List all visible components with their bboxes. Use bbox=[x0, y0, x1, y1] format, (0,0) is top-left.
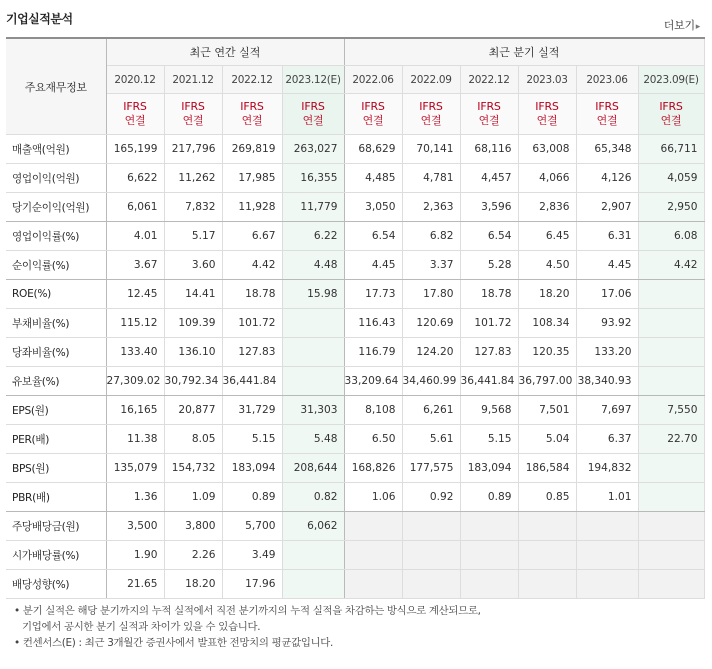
annual-value-cell: 12.45 bbox=[106, 280, 164, 309]
annual-value-cell bbox=[282, 309, 344, 338]
quarter-value-cell: 9,568 bbox=[460, 396, 518, 425]
quarter-value-cell bbox=[576, 512, 638, 541]
table-row bbox=[6, 396, 704, 425]
ifrs-label: IFRS bbox=[535, 100, 559, 113]
annual-value-cell: 101.72 bbox=[222, 309, 282, 338]
table-row bbox=[6, 251, 704, 280]
annual-period-header: 2023.12(E) bbox=[282, 66, 344, 94]
quarter-value-cell: 17.80 bbox=[402, 280, 460, 309]
quarter-value-cell: 1.06 bbox=[344, 483, 402, 512]
quarter-value-cell: 120.69 bbox=[402, 309, 460, 338]
annual-value-cell: 4.48 bbox=[282, 251, 344, 280]
ifrs-label: IFRS bbox=[181, 100, 205, 113]
quarter-value-cell: 3,050 bbox=[344, 193, 402, 222]
table-row bbox=[6, 425, 704, 454]
annual-value-cell: 16,165 bbox=[106, 396, 164, 425]
row-label: 배당성향(%) bbox=[6, 570, 106, 599]
quarter-value-cell: 18.78 bbox=[460, 280, 518, 309]
annual-value-cell: 3.67 bbox=[106, 251, 164, 280]
quarter-value-cell: 38,340.93 bbox=[576, 367, 638, 396]
table-row bbox=[6, 541, 704, 570]
quarter-group-header: 최근 분기 실적 bbox=[344, 38, 704, 66]
quarter-value-cell: 4,485 bbox=[344, 164, 402, 193]
quarter-value-cell: 17.06 bbox=[576, 280, 638, 309]
quarter-value-cell bbox=[402, 570, 460, 599]
table-row bbox=[6, 512, 704, 541]
row-label: BPS(원) bbox=[6, 454, 106, 483]
quarter-value-cell bbox=[402, 512, 460, 541]
quarter-value-cell: 127.83 bbox=[460, 338, 518, 367]
annual-value-cell: 5.17 bbox=[164, 222, 222, 251]
annual-value-cell: 14.41 bbox=[164, 280, 222, 309]
quarter-value-cell: 33,209.64 bbox=[344, 367, 402, 396]
quarter-value-cell: 168,826 bbox=[344, 454, 402, 483]
consolidated-label: 연결 bbox=[302, 114, 324, 127]
row-label: PBR(배) bbox=[6, 483, 106, 512]
annual-value-cell: 11.38 bbox=[106, 425, 164, 454]
annual-value-cell: 8.05 bbox=[164, 425, 222, 454]
table-row bbox=[6, 309, 704, 338]
annual-value-cell: 165,199 bbox=[106, 135, 164, 164]
annual-value-cell: 0.89 bbox=[222, 483, 282, 512]
quarter-value-cell bbox=[344, 570, 402, 599]
ifrs-label: IFRS bbox=[595, 100, 619, 113]
row-label: 영업이익(억원) bbox=[6, 164, 106, 193]
quarter-value-cell bbox=[638, 309, 704, 338]
ifrs-label: IFRS bbox=[123, 100, 147, 113]
row-label: 당좌비율(%) bbox=[6, 338, 106, 367]
quarter-value-cell: 6.31 bbox=[576, 222, 638, 251]
quarter-value-cell: 63,008 bbox=[518, 135, 576, 164]
row-label: 순이익률(%) bbox=[6, 251, 106, 280]
chevron-right-icon: ▸ bbox=[695, 22, 700, 32]
quarter-value-cell: 70,141 bbox=[402, 135, 460, 164]
quarter-value-cell: 8,108 bbox=[344, 396, 402, 425]
annual-value-cell: 263,027 bbox=[282, 135, 344, 164]
quarter-value-cell: 4.42 bbox=[638, 251, 704, 280]
annual-value-cell: 16,355 bbox=[282, 164, 344, 193]
quarter-value-cell: 3,596 bbox=[460, 193, 518, 222]
ifrs-label: IFRS bbox=[240, 100, 264, 113]
quarter-value-cell: 4.50 bbox=[518, 251, 576, 280]
quarter-value-cell bbox=[460, 512, 518, 541]
annual-value-cell: 183,094 bbox=[222, 454, 282, 483]
quarter-value-cell: 6.08 bbox=[638, 222, 704, 251]
annual-value-cell: 2.26 bbox=[164, 541, 222, 570]
footnotes bbox=[14, 603, 481, 651]
footnote-1-cont: 기업에서 공시한 분기 실적과 차이가 있을 수 있습니다. bbox=[22, 621, 261, 633]
quarter-period-header: 2023.09(E) bbox=[638, 66, 704, 94]
quarter-value-cell bbox=[402, 541, 460, 570]
quarter-value-cell: 2,950 bbox=[638, 193, 704, 222]
quarter-value-cell bbox=[638, 483, 704, 512]
consolidated-label: 연결 bbox=[182, 114, 204, 127]
quarter-period-header: 2022.12 bbox=[460, 66, 518, 94]
annual-value-cell: 11,262 bbox=[164, 164, 222, 193]
quarter-value-cell: 5.15 bbox=[460, 425, 518, 454]
annual-value-cell: 208,644 bbox=[282, 454, 344, 483]
quarter-value-cell: 124.20 bbox=[402, 338, 460, 367]
annual-value-cell: 5,700 bbox=[222, 512, 282, 541]
ifrs-badge bbox=[460, 94, 518, 135]
quarter-value-cell: 18.20 bbox=[518, 280, 576, 309]
annual-value-cell: 6,622 bbox=[106, 164, 164, 193]
quarter-value-cell: 116.79 bbox=[344, 338, 402, 367]
table-row bbox=[6, 367, 704, 396]
ifrs-badge bbox=[164, 94, 222, 135]
period-header-row bbox=[6, 66, 704, 94]
quarter-value-cell: 7,501 bbox=[518, 396, 576, 425]
annual-value-cell: 0.82 bbox=[282, 483, 344, 512]
quarter-value-cell: 22.70 bbox=[638, 425, 704, 454]
column-header-corner: 주요재무정보 bbox=[6, 38, 106, 135]
quarter-value-cell: 133.20 bbox=[576, 338, 638, 367]
ifrs-badge bbox=[344, 94, 402, 135]
row-label: EPS(원) bbox=[6, 396, 106, 425]
quarter-value-cell: 6,261 bbox=[402, 396, 460, 425]
consolidated-label: 연결 bbox=[362, 114, 384, 127]
row-label: 영업이익률(%) bbox=[6, 222, 106, 251]
quarter-value-cell: 36,797.00 bbox=[518, 367, 576, 396]
annual-value-cell: 21.65 bbox=[106, 570, 164, 599]
quarter-value-cell: 68,116 bbox=[460, 135, 518, 164]
annual-value-cell: 18.78 bbox=[222, 280, 282, 309]
annual-value-cell: 18.20 bbox=[164, 570, 222, 599]
annual-value-cell: 27,309.02 bbox=[106, 367, 164, 396]
annual-value-cell: 4.01 bbox=[106, 222, 164, 251]
annual-value-cell: 11,779 bbox=[282, 193, 344, 222]
annual-value-cell: 154,732 bbox=[164, 454, 222, 483]
annual-period-header: 2022.12 bbox=[222, 66, 282, 94]
quarter-value-cell bbox=[518, 541, 576, 570]
quarter-value-cell bbox=[638, 367, 704, 396]
annual-value-cell: 136.10 bbox=[164, 338, 222, 367]
quarter-value-cell: 6.82 bbox=[402, 222, 460, 251]
annual-value-cell: 4.42 bbox=[222, 251, 282, 280]
annual-group-header: 최근 연간 실적 bbox=[106, 38, 344, 66]
ifrs-badge bbox=[518, 94, 576, 135]
quarter-value-cell: 6.50 bbox=[344, 425, 402, 454]
annual-value-cell: 6,062 bbox=[282, 512, 344, 541]
annual-value-cell: 269,819 bbox=[222, 135, 282, 164]
ifrs-label: IFRS bbox=[477, 100, 501, 113]
quarter-value-cell: 4,059 bbox=[638, 164, 704, 193]
table-row bbox=[6, 164, 704, 193]
annual-value-cell: 1.36 bbox=[106, 483, 164, 512]
quarter-period-header: 2023.06 bbox=[576, 66, 638, 94]
annual-value-cell: 11,928 bbox=[222, 193, 282, 222]
annual-value-cell: 3,800 bbox=[164, 512, 222, 541]
ifrs-badge bbox=[402, 94, 460, 135]
quarter-value-cell: 7,697 bbox=[576, 396, 638, 425]
quarter-value-cell: 6.54 bbox=[344, 222, 402, 251]
quarter-value-cell: 4,126 bbox=[576, 164, 638, 193]
quarter-value-cell: 0.89 bbox=[460, 483, 518, 512]
quarter-value-cell: 120.35 bbox=[518, 338, 576, 367]
quarter-value-cell: 17.73 bbox=[344, 280, 402, 309]
quarter-value-cell: 6.37 bbox=[576, 425, 638, 454]
ifrs-label: IFRS bbox=[419, 100, 443, 113]
consolidated-label: 연결 bbox=[478, 114, 500, 127]
quarter-value-cell bbox=[638, 570, 704, 599]
quarter-value-cell: 65,348 bbox=[576, 135, 638, 164]
quarter-value-cell: 183,094 bbox=[460, 454, 518, 483]
annual-value-cell bbox=[282, 541, 344, 570]
row-label: 주당배당금(원) bbox=[6, 512, 106, 541]
row-label: ROE(%) bbox=[6, 280, 106, 309]
quarter-value-cell bbox=[344, 541, 402, 570]
annual-value-cell: 135,079 bbox=[106, 454, 164, 483]
annual-value-cell: 5.48 bbox=[282, 425, 344, 454]
quarter-value-cell: 194,832 bbox=[576, 454, 638, 483]
row-label: 부채비율(%) bbox=[6, 309, 106, 338]
annual-value-cell: 17.96 bbox=[222, 570, 282, 599]
annual-value-cell: 3.60 bbox=[164, 251, 222, 280]
consolidated-label: 연결 bbox=[536, 114, 558, 127]
quarter-value-cell: 93.92 bbox=[576, 309, 638, 338]
annual-value-cell: 127.83 bbox=[222, 338, 282, 367]
annual-value-cell: 36,441.84 bbox=[222, 367, 282, 396]
more-label: 더보기 bbox=[663, 19, 695, 32]
financial-table-body bbox=[6, 135, 704, 599]
footnote-2: • 컨센서스(E) : 최근 3개월간 증권사에서 발표한 전망치의 평균값입니다. bbox=[14, 637, 334, 649]
table-row bbox=[6, 280, 704, 309]
financial-table bbox=[6, 37, 705, 599]
quarter-value-cell bbox=[460, 570, 518, 599]
annual-value-cell: 1.09 bbox=[164, 483, 222, 512]
ifrs-badge bbox=[576, 94, 638, 135]
quarter-value-cell: 34,460.99 bbox=[402, 367, 460, 396]
consolidated-label: 연결 bbox=[660, 114, 682, 127]
annual-value-cell: 17,985 bbox=[222, 164, 282, 193]
annual-value-cell bbox=[282, 367, 344, 396]
annual-value-cell: 30,792.34 bbox=[164, 367, 222, 396]
quarter-period-header: 2022.09 bbox=[402, 66, 460, 94]
quarter-value-cell: 7,550 bbox=[638, 396, 704, 425]
annual-value-cell: 6.67 bbox=[222, 222, 282, 251]
annual-value-cell: 15.98 bbox=[282, 280, 344, 309]
row-label: 유보율(%) bbox=[6, 367, 106, 396]
quarter-value-cell: 6.45 bbox=[518, 222, 576, 251]
annual-value-cell: 31,729 bbox=[222, 396, 282, 425]
annual-value-cell bbox=[282, 338, 344, 367]
quarter-value-cell: 186,584 bbox=[518, 454, 576, 483]
ifrs-header-row bbox=[6, 94, 704, 135]
quarter-value-cell: 2,836 bbox=[518, 193, 576, 222]
table-row bbox=[6, 222, 704, 251]
table-row bbox=[6, 483, 704, 512]
annual-value-cell: 1.90 bbox=[106, 541, 164, 570]
annual-value-cell: 6.22 bbox=[282, 222, 344, 251]
row-label: 당기순이익(억원) bbox=[6, 193, 106, 222]
quarter-value-cell: 5.28 bbox=[460, 251, 518, 280]
annual-value-cell: 133.40 bbox=[106, 338, 164, 367]
table-row bbox=[6, 193, 704, 222]
ifrs-label: IFRS bbox=[301, 100, 325, 113]
annual-period-header: 2020.12 bbox=[106, 66, 164, 94]
quarter-value-cell: 36,441.84 bbox=[460, 367, 518, 396]
quarter-period-header: 2022.06 bbox=[344, 66, 402, 94]
annual-value-cell: 109.39 bbox=[164, 309, 222, 338]
quarter-value-cell bbox=[576, 541, 638, 570]
quarter-value-cell: 4,457 bbox=[460, 164, 518, 193]
quarter-value-cell: 4.45 bbox=[576, 251, 638, 280]
annual-period-header: 2021.12 bbox=[164, 66, 222, 94]
quarter-value-cell bbox=[638, 541, 704, 570]
consolidated-label: 연결 bbox=[420, 114, 442, 127]
annual-value-cell: 3.49 bbox=[222, 541, 282, 570]
annual-value-cell: 6,061 bbox=[106, 193, 164, 222]
quarter-value-cell: 6.54 bbox=[460, 222, 518, 251]
quarter-value-cell: 5.04 bbox=[518, 425, 576, 454]
footnote-1: • 분기 실적은 해당 분기까지의 누적 실적에서 직전 분기까지의 누적 실적을 차감하는 방식으로 계산되므로, bbox=[14, 605, 481, 617]
quarter-value-cell: 66,711 bbox=[638, 135, 704, 164]
consolidated-label: 연결 bbox=[596, 114, 618, 127]
consolidated-label: 연결 bbox=[241, 114, 263, 127]
quarter-value-cell: 4.45 bbox=[344, 251, 402, 280]
annual-value-cell: 217,796 bbox=[164, 135, 222, 164]
quarter-value-cell: 177,575 bbox=[402, 454, 460, 483]
consolidated-label: 연결 bbox=[124, 114, 146, 127]
annual-value-cell bbox=[282, 570, 344, 599]
annual-value-cell: 7,832 bbox=[164, 193, 222, 222]
quarter-value-cell: 4,066 bbox=[518, 164, 576, 193]
ifrs-badge bbox=[638, 94, 704, 135]
quarter-value-cell bbox=[638, 280, 704, 309]
quarter-value-cell: 2,363 bbox=[402, 193, 460, 222]
quarter-value-cell: 108.34 bbox=[518, 309, 576, 338]
annual-value-cell: 3,500 bbox=[106, 512, 164, 541]
quarter-value-cell bbox=[344, 512, 402, 541]
table-row bbox=[6, 338, 704, 367]
quarter-value-cell: 101.72 bbox=[460, 309, 518, 338]
quarter-value-cell: 0.85 bbox=[518, 483, 576, 512]
table-row bbox=[6, 570, 704, 599]
quarter-value-cell: 116.43 bbox=[344, 309, 402, 338]
ifrs-label: IFRS bbox=[659, 100, 683, 113]
quarter-period-header: 2023.03 bbox=[518, 66, 576, 94]
section-title: 기업실적분석 bbox=[6, 12, 73, 26]
quarter-value-cell bbox=[460, 541, 518, 570]
row-label: 매출액(억원) bbox=[6, 135, 106, 164]
ifrs-badge bbox=[222, 94, 282, 135]
ifrs-badge bbox=[106, 94, 164, 135]
annual-value-cell: 5.15 bbox=[222, 425, 282, 454]
row-label: PER(배) bbox=[6, 425, 106, 454]
ifrs-badge bbox=[282, 94, 344, 135]
table-row bbox=[6, 135, 704, 164]
quarter-value-cell: 2,907 bbox=[576, 193, 638, 222]
table-row bbox=[6, 454, 704, 483]
quarter-value-cell bbox=[576, 570, 638, 599]
quarter-value-cell bbox=[518, 570, 576, 599]
quarter-value-cell bbox=[638, 512, 704, 541]
quarter-value-cell bbox=[638, 454, 704, 483]
quarter-value-cell: 1.01 bbox=[576, 483, 638, 512]
more-link[interactable] bbox=[664, 17, 700, 33]
annual-value-cell: 31,303 bbox=[282, 396, 344, 425]
quarter-value-cell: 68,629 bbox=[344, 135, 402, 164]
row-label: 시가배당률(%) bbox=[6, 541, 106, 570]
annual-value-cell: 115.12 bbox=[106, 309, 164, 338]
quarter-value-cell bbox=[638, 338, 704, 367]
quarter-value-cell: 0.92 bbox=[402, 483, 460, 512]
quarter-value-cell: 5.61 bbox=[402, 425, 460, 454]
quarter-value-cell: 3.37 bbox=[402, 251, 460, 280]
ifrs-label: IFRS bbox=[361, 100, 385, 113]
quarter-value-cell: 4,781 bbox=[402, 164, 460, 193]
quarter-value-cell bbox=[518, 512, 576, 541]
annual-value-cell: 20,877 bbox=[164, 396, 222, 425]
